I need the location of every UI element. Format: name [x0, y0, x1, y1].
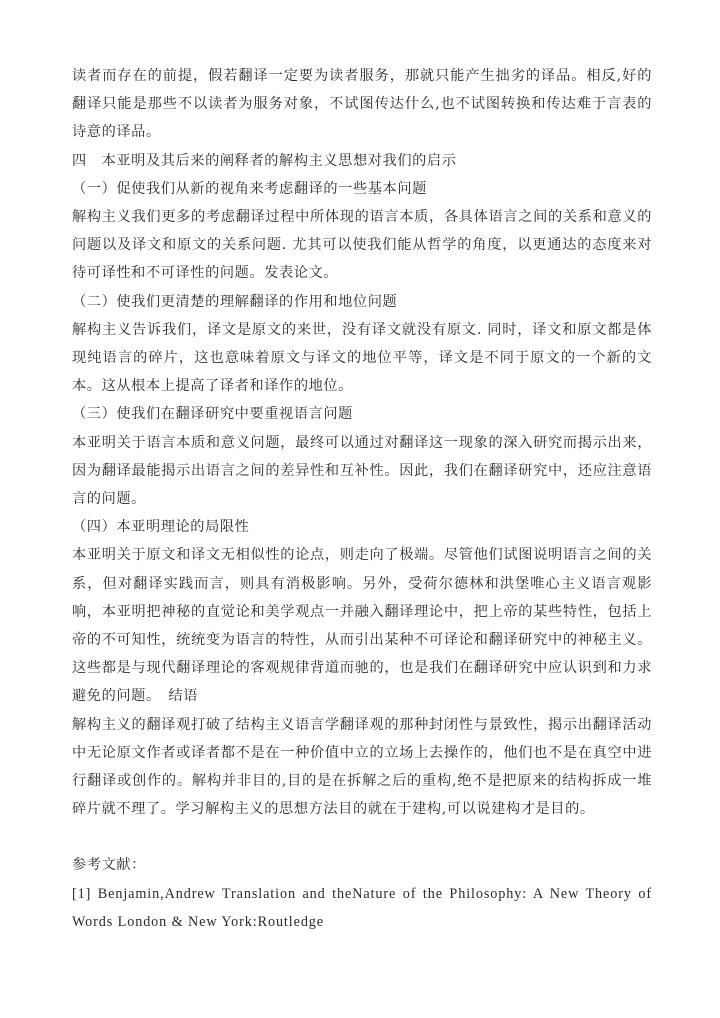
- section-heading-4: 四 本亚明及其后来的阐释者的解构主义思想对我们的启示: [72, 152, 457, 169]
- subsection-text-4: 本亚明关于原文和译文无相似性的论点，则走向了极端。尽管他们试图说明语言之间的关系，但对翻译实践而言，则具有消极影响。另外，受荷尔德林和洪堡唯心主义语言观影响，本亚明把神秘的直觉论和美学观点一并融入翻译理论中，把上帝的某些特性，包括上帝的不可知性，统统变为语言的特性，从而引出某种不可译论和翻译研究中的神秘主义。这些都是与现代翻译理论的客观规律背道而驰的，也是我们在翻译研究中应认识到和力求避免的问题。 结语: [72, 547, 652, 705]
- subsection-heading-4: （四）本亚明理论的局限性: [72, 519, 250, 536]
- subsection-text-1: 解构主义我们更多的考虑翻译过程中所体现的语言本质，各具体语言之间的关系和意义的问题以及译文和原文的关系问题. 尤其可以使我们能从哲学的角度，以更通达的态度来对待可译性和不可译性的问题。发表论文。: [72, 209, 652, 282]
- spacer: [72, 823, 652, 851]
- conclusion-text: 解构主义的翻译观打破了结构主义语言学翻译观的那种封闭性与景致性，揭示出翻译活动中无论原文作者或译者都不是在一种价值中立的立场上去操作的，他们也不是在真空中进行翻译或创作的。解构并非目的,目的是在拆解之后的重构,绝不是把原来的结构拆成一堆碎片就不理了。学习解构主义的思想方法目的就在于建构,可以说建构才是目的。: [72, 716, 652, 818]
- paragraph-intro: 读者而存在的前提，假若翻译一定要为读者服务，那就只能产生拙劣的译品。相反,好的翻译只能是那些不以读者为服务对象，不试图传达什么,也不试图转换和传达难于言表的诗意的译品。: [72, 68, 652, 141]
- references-label: 参考文献：: [72, 857, 146, 874]
- subsection-text-3: 本亚明关于语言本质和意义问题，最终可以通过对翻译这一现象的深入研究而揭示出来，因为翻译最能揭示出语言之间的差异性和互补性。因此，我们在翻译研究中，还应注意语言的问题。: [72, 434, 652, 508]
- subsection-heading-3: （三）使我们在翻译研究中要重视语言问题: [72, 406, 353, 423]
- subsection-heading-2: （二）使我们更清楚的理解翻译的作用和地位问题: [72, 293, 398, 310]
- subsection-text-2: 解构主义告诉我们，译文是原文的来世，没有译文就没有原文. 同时，译文和原文都是体现纯语言的碎片，这也意味着原文与译文的地位平等，译文是不同于原文的一个新的文本。这从根本上提高了译者和译作的地位。: [72, 321, 652, 395]
- article-body: [72, 62, 652, 936]
- subsection-heading-1: （一）促使我们从新的视角来考虑翻译的一些基本问题: [72, 180, 427, 197]
- reference-item-1: [1] Benjamin,Andrew Translation and theNature of the Philosophy: A New Theory of Words London & New York:Routledge: [72, 885, 652, 930]
